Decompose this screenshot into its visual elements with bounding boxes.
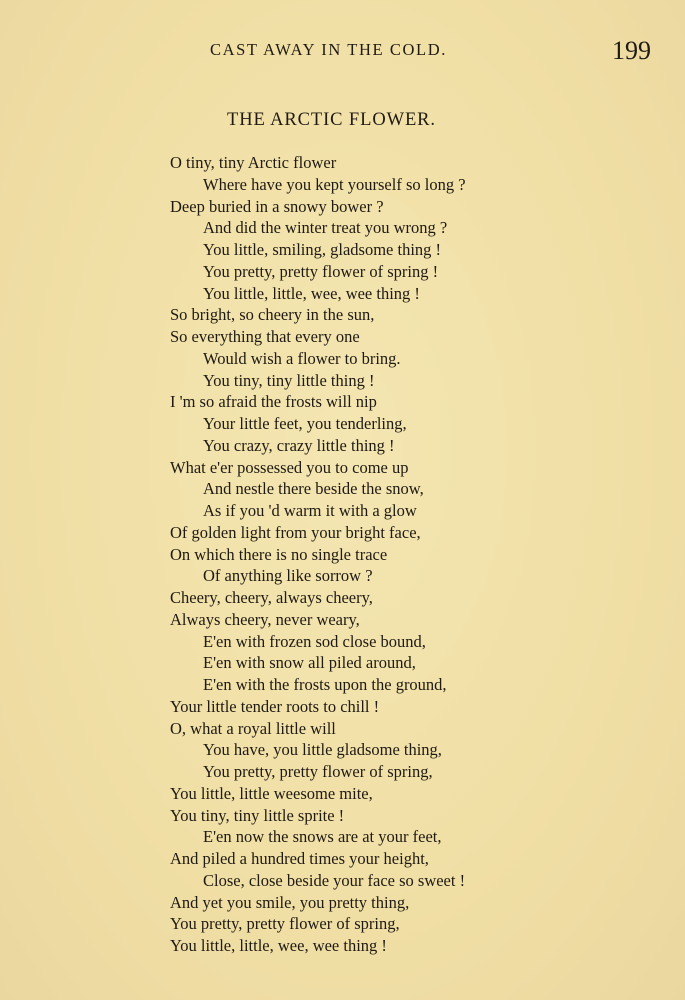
poem-line: So everything that every one bbox=[170, 327, 360, 346]
poem-title: THE ARCTIC FLOWER. bbox=[227, 110, 436, 130]
running-head: CAST AWAY IN THE COLD. bbox=[210, 40, 447, 59]
poem-line: E'en now the snows are at your feet, bbox=[203, 827, 442, 847]
poem-line: You pretty, pretty flower of spring ! bbox=[203, 261, 439, 281]
poem-line: You little, little, wee, wee thing ! bbox=[203, 283, 420, 303]
poem-line: O tiny, tiny Arctic flower bbox=[170, 153, 337, 172]
poem-line: What e'er possessed you to come up bbox=[170, 457, 409, 477]
poem-line: And did the winter treat you wrong ? bbox=[203, 218, 448, 238]
poem-line: E'en with the frosts upon the ground, bbox=[203, 675, 447, 694]
poem-line: You pretty, pretty flower of spring, bbox=[203, 762, 433, 781]
page-number: 199 bbox=[612, 36, 651, 65]
poem-line: You little, smiling, gladsome thing ! bbox=[203, 240, 442, 259]
poem-body bbox=[170, 152, 466, 957]
poem-line: E'en with snow all piled around, bbox=[203, 653, 416, 673]
poem-line: Cheery, cheery, always cheery, bbox=[170, 588, 373, 607]
poem-line: You tiny, tiny little sprite ! bbox=[170, 805, 345, 825]
poem-line: Of anything like sorrow ? bbox=[203, 566, 373, 586]
poem-line: And piled a hundred times your height, bbox=[170, 849, 429, 868]
poem-line: As if you 'd warm it with a glow bbox=[203, 501, 417, 520]
poem-line: You little, little, wee, wee thing ! bbox=[170, 936, 387, 955]
poem-line: I 'm so afraid the frosts will nip bbox=[170, 392, 377, 412]
poem-line: E'en with frozen sod close bound, bbox=[203, 631, 426, 651]
poem-line: So bright, so cheery in the sun, bbox=[170, 305, 375, 325]
poem-line: You little, little weesome mite, bbox=[170, 783, 373, 803]
poem-line: Deep buried in a snowy bower ? bbox=[170, 196, 384, 216]
poem-line: Where have you kept yourself so long ? bbox=[203, 174, 466, 194]
poem-line: Always cheery, never weary, bbox=[170, 609, 360, 629]
poem-line: And yet you smile, you pretty thing, bbox=[170, 892, 410, 912]
poem-line: On which there is no single trace bbox=[170, 544, 388, 564]
poem-line: You pretty, pretty flower of spring, bbox=[170, 914, 400, 934]
poem-line: Of golden light from your bright face, bbox=[170, 522, 421, 542]
poem-line: You tiny, tiny little thing ! bbox=[203, 370, 375, 390]
poem-line: Close, close beside your face so sweet ! bbox=[203, 870, 466, 890]
poem-line: Your little feet, you tenderling, bbox=[203, 414, 407, 433]
poem-line: You have, you little gladsome thing, bbox=[203, 740, 442, 760]
poem-line: Would wish a flower to bring. bbox=[203, 348, 401, 368]
poem-line: You crazy, crazy little thing ! bbox=[203, 435, 395, 455]
poem-line: And nestle there beside the snow, bbox=[203, 479, 424, 499]
poem-line: Your little tender roots to chill ! bbox=[170, 696, 380, 716]
poem-line: O, what a royal little will bbox=[170, 718, 336, 738]
